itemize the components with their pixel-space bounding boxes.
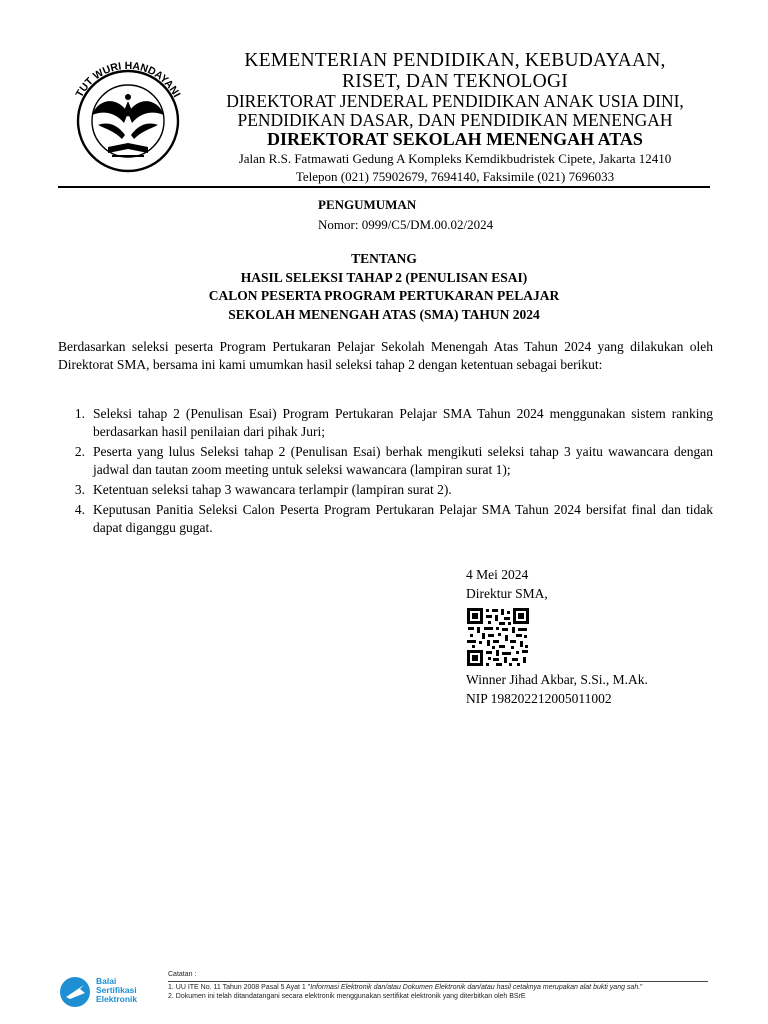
- bsre-icon: [58, 975, 92, 1009]
- svg-text:TUT WURI HANDAYANI: [73, 60, 182, 99]
- signature-date: 4 Mei 2024: [466, 567, 529, 582]
- note-1-suffix: ": [640, 983, 643, 991]
- list-item-text: Peserta yang lulus Seleksi tahap 2 (Penulisan Esai) berhak mengikuti seleksi tahap 3 yaitu wawancara dengan jadwal dan tautan zoom meeting untuk seleksi wawancara (lampiran surat 1);: [93, 444, 713, 477]
- bsre-logo: [58, 975, 168, 1009]
- list-item: [58, 405, 713, 441]
- note-2: 2. Dokumen ini telah ditandatangani secara elektronik menggunakan sertifikat elektronik yang diterbitkan oleh BSrE: [168, 993, 526, 1000]
- subject-line-1: TENTANG: [351, 251, 417, 266]
- announcement-header: [318, 195, 493, 235]
- dirjen-line-2: PENDIDIKAN DASAR, DAN PENDIDIKAN MENENGAH: [237, 110, 673, 130]
- directorate-name: DIREKTORAT SEKOLAH MENENGAH ATAS: [267, 129, 643, 149]
- phone-line: Telepon (021) 75902679, 7694140, Faksimile (021) 7696033: [295, 169, 615, 184]
- list-item-number: 1.: [74, 406, 85, 421]
- bsre-wordmark: [96, 977, 137, 1004]
- tut-wuri-handayani-logo: [62, 55, 194, 173]
- subject-line-2: HASIL SELEKSI TAHAP 2 (PENULISAN ESAI): [240, 269, 528, 285]
- subject-block: [58, 250, 710, 324]
- list-item-number: 2.: [74, 444, 85, 459]
- list-item-number: 4.: [74, 502, 85, 517]
- footer-notes: [168, 970, 708, 1002]
- list-item: [58, 501, 713, 537]
- signature-position: Direktur SMA,: [466, 586, 548, 601]
- list-item-text: Keputusan Panitia Seleksi Calon Peserta Program Pertukaran Pelajar SMA Tahun 2024 bersifat final dan tidak dapat diganggu gugat.: [93, 502, 713, 535]
- bsre-line-3: Elektronik: [96, 994, 138, 1004]
- notes-label: Catatan :: [168, 971, 197, 978]
- provisions-list: [58, 405, 713, 539]
- ministry-line-2: RISET, DAN TEKNOLOGI: [342, 71, 568, 92]
- notes-divider: [168, 981, 708, 982]
- bsre-line-2: Sertifikasi: [96, 985, 137, 995]
- note-1-quote: Informasi Elektronik dan/atau Dokumen Elektronik dan/atau hasil cetaknya merupakan alat bukti yang sah.: [310, 983, 641, 991]
- intro-paragraph: Berdasarkan seleksi peserta Program Pertukaran Pelajar Sekolah Menengah Atas Tahun 2024 yang dilakukan oleh Direktorat SMA, bersama ini kami umumkan hasil seleksi tahap 2 dengan ketentuan sebagai berikut:: [58, 339, 713, 372]
- signatory-nip: NIP 198202212005011002: [466, 691, 612, 706]
- letterhead: [200, 50, 710, 185]
- list-item-number: 3.: [74, 482, 85, 497]
- qr-code-icon: [466, 607, 530, 667]
- logo-motto: TUT WURI HANDAYANI: [73, 59, 183, 100]
- signatory-name: Winner Jihad Akbar, S.Si., M.Ak.: [466, 672, 648, 687]
- signature-block: [466, 565, 648, 708]
- list-item: [58, 443, 713, 479]
- subject-line-3: CALON PESERTA PROGRAM PERTUKARAN PELAJAR: [208, 288, 560, 303]
- list-item-text: Ketentuan seleksi tahap 3 wawancara terlampir (lampiran surat 2).: [93, 482, 452, 497]
- note-1-prefix: 1. UU ITE No. 11 Tahun 2008 Pasal 5 Ayat 1 ": [168, 983, 311, 991]
- announcement-number: Nomor: 0999/C5/DM.00.02/2024: [318, 217, 494, 232]
- ministry-line-1: KEMENTERIAN PENDIDIKAN, KEBUDAYAAN,: [244, 50, 666, 71]
- dirjen-line-1: DIREKTORAT JENDERAL PENDIDIKAN ANAK USIA DINI,: [226, 91, 684, 111]
- bsre-line-1: Balai: [96, 976, 117, 986]
- list-item: [58, 481, 713, 499]
- note-1: [168, 983, 708, 993]
- subject-line-4: SEKOLAH MENENGAH ATAS (SMA) TAHUN 2024: [228, 306, 540, 322]
- address-line: Jalan R.S. Fatmawati Gedung A Kompleks Kemdikbudristek Cipete, Jakarta 12410: [238, 151, 672, 166]
- announcement-heading: PENGUMUMAN: [318, 197, 417, 212]
- letterhead-divider: [58, 186, 710, 188]
- list-item-text: Seleksi tahap 2 (Penulisan Esai) Program Pertukaran Pelajar SMA Tahun 2024 menggunakan sistem ranking berdasarkan hasil penilaian dari pihak Juri;: [93, 406, 713, 439]
